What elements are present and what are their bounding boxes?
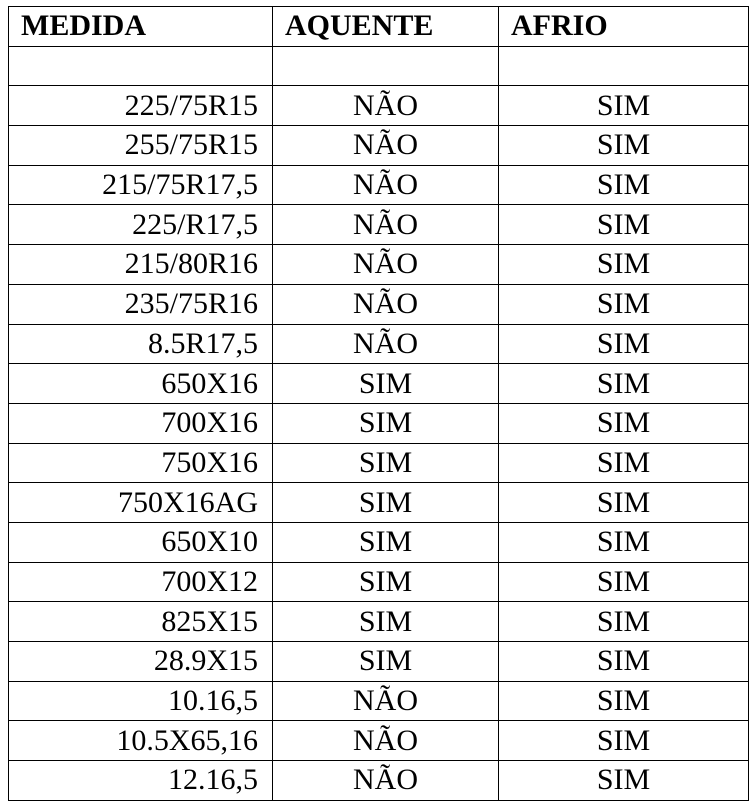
cell-medida: 10.16,5 (9, 681, 273, 721)
cell-afrio: SIM (499, 761, 749, 801)
cell-afrio: SIM (499, 403, 749, 443)
table-row (9, 245, 749, 285)
cell-aquente: NÃO (273, 681, 499, 721)
table-row (9, 364, 749, 404)
cell-medida: 255/75R15 (9, 126, 273, 166)
table-body (9, 46, 749, 800)
table-row (9, 284, 749, 324)
empty-cell (9, 46, 273, 86)
cell-afrio: SIM (499, 165, 749, 205)
tire-size-table (8, 6, 749, 801)
document-sheet (8, 6, 749, 801)
cell-aquente: SIM (273, 483, 499, 523)
table-row (9, 602, 749, 642)
table-row (9, 761, 749, 801)
cell-afrio: SIM (499, 602, 749, 642)
cell-medida: 12.16,5 (9, 761, 273, 801)
cell-aquente: SIM (273, 642, 499, 682)
cell-medida: 28.9X15 (9, 642, 273, 682)
cell-afrio: SIM (499, 205, 749, 245)
cell-medida: 650X10 (9, 522, 273, 562)
cell-afrio: SIM (499, 721, 749, 761)
empty-row (9, 46, 749, 86)
table-row (9, 86, 749, 126)
table-row (9, 642, 749, 682)
cell-medida: 700X12 (9, 562, 273, 602)
cell-medida: 235/75R16 (9, 284, 273, 324)
cell-aquente: NÃO (273, 245, 499, 285)
cell-afrio: SIM (499, 126, 749, 166)
table-row (9, 483, 749, 523)
cell-medida: 650X16 (9, 364, 273, 404)
cell-afrio: SIM (499, 562, 749, 602)
cell-afrio: SIM (499, 284, 749, 324)
header-medida: MEDIDA (9, 7, 273, 47)
empty-cell (273, 46, 499, 86)
cell-medida: 825X15 (9, 602, 273, 642)
table-row (9, 205, 749, 245)
table-row (9, 165, 749, 205)
cell-afrio: SIM (499, 443, 749, 483)
cell-afrio: SIM (499, 483, 749, 523)
table-row (9, 324, 749, 364)
cell-aquente: NÃO (273, 205, 499, 245)
table-row (9, 403, 749, 443)
cell-afrio: SIM (499, 245, 749, 285)
header-aquente: AQUENTE (273, 7, 499, 47)
cell-medida: 215/75R17,5 (9, 165, 273, 205)
table-row (9, 721, 749, 761)
cell-aquente: NÃO (273, 284, 499, 324)
cell-medida: 700X16 (9, 403, 273, 443)
cell-aquente: SIM (273, 403, 499, 443)
cell-aquente: NÃO (273, 721, 499, 761)
cell-medida: 225/R17,5 (9, 205, 273, 245)
table-row (9, 681, 749, 721)
cell-aquente: NÃO (273, 324, 499, 364)
cell-afrio: SIM (499, 86, 749, 126)
cell-medida: 215/80R16 (9, 245, 273, 285)
cell-afrio: SIM (499, 364, 749, 404)
cell-afrio: SIM (499, 522, 749, 562)
cell-medida: 225/75R15 (9, 86, 273, 126)
cell-afrio: SIM (499, 642, 749, 682)
cell-afrio: SIM (499, 681, 749, 721)
cell-aquente: NÃO (273, 126, 499, 166)
cell-aquente: NÃO (273, 165, 499, 205)
header-row (9, 7, 749, 47)
cell-aquente: SIM (273, 364, 499, 404)
cell-aquente: SIM (273, 602, 499, 642)
cell-afrio: SIM (499, 324, 749, 364)
table-row (9, 522, 749, 562)
cell-aquente: SIM (273, 522, 499, 562)
cell-medida: 8.5R17,5 (9, 324, 273, 364)
cell-medida: 10.5X65,16 (9, 721, 273, 761)
header-afrio: AFRIO (499, 7, 749, 47)
table-row (9, 443, 749, 483)
cell-medida: 750X16 (9, 443, 273, 483)
table-header (9, 7, 749, 47)
cell-aquente: NÃO (273, 86, 499, 126)
table-row (9, 562, 749, 602)
empty-cell (499, 46, 749, 86)
cell-aquente: SIM (273, 562, 499, 602)
table-row (9, 126, 749, 166)
cell-aquente: SIM (273, 443, 499, 483)
cell-medida: 750X16AG (9, 483, 273, 523)
cell-aquente: NÃO (273, 761, 499, 801)
